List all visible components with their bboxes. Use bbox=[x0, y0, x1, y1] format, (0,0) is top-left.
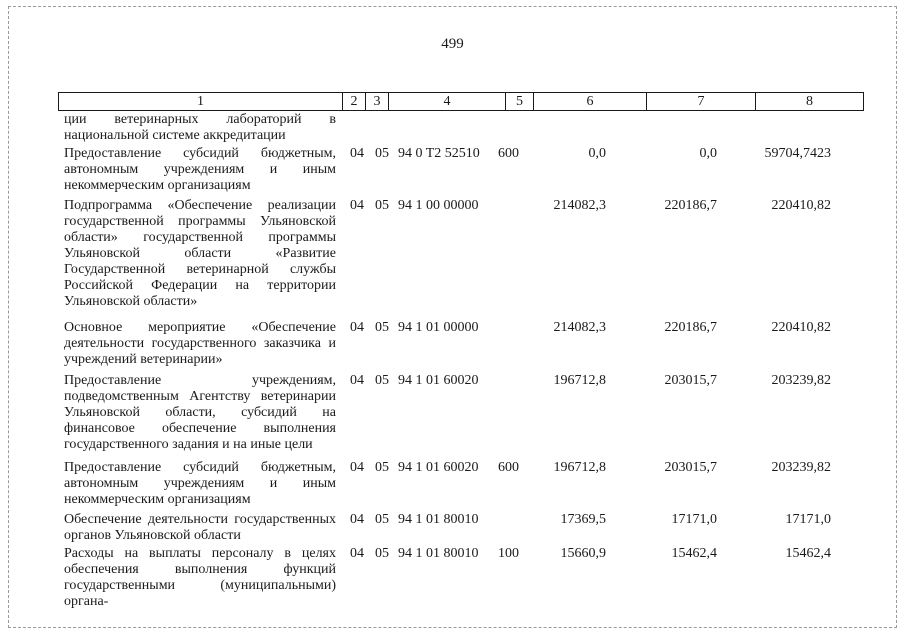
expense-type-code: 100 bbox=[498, 546, 519, 561]
header-col-2: 2 bbox=[343, 93, 366, 111]
amount-col-6: 214082,3 bbox=[553, 320, 606, 335]
header-col-7: 7 bbox=[647, 93, 756, 111]
expense-type-code: 600 bbox=[498, 460, 519, 475]
subsection-code: 05 bbox=[375, 146, 389, 161]
target-article-code: 94 1 01 60020 bbox=[398, 460, 479, 475]
section-code: 04 bbox=[350, 512, 364, 527]
amount-col-6: 196712,8 bbox=[553, 373, 606, 388]
section-code: 04 bbox=[350, 546, 364, 561]
amount-col-7: 0,0 bbox=[699, 146, 717, 161]
target-article-code: 94 0 T2 52510 bbox=[398, 146, 480, 161]
header-col-1: 1 bbox=[59, 93, 343, 111]
header-row bbox=[59, 93, 864, 111]
subsection-code: 05 bbox=[375, 198, 389, 213]
section-code: 04 bbox=[350, 146, 364, 161]
section-code: 04 bbox=[350, 460, 364, 475]
section-code: 04 bbox=[350, 320, 364, 335]
section-code: 04 bbox=[350, 373, 364, 388]
row-description: Предоставление учреждениям, подведомственным Агентству ветеринарии Ульяновской области, субсидий на финансовое обеспечение выполнения государственного задания и на иные цели bbox=[64, 373, 336, 452]
section-code: 04 bbox=[350, 198, 364, 213]
subsection-code: 05 bbox=[375, 546, 389, 561]
amount-col-7: 220186,7 bbox=[664, 320, 717, 335]
amount-col-6: 15660,9 bbox=[560, 546, 606, 561]
header-col-6: 6 bbox=[534, 93, 647, 111]
amount-col-6: 214082,3 bbox=[553, 198, 606, 213]
row-description: Основное мероприятие «Обеспечение деятельности государственного заказчика и учреждений ветеринарии» bbox=[64, 320, 336, 367]
target-article-code: 94 1 00 00000 bbox=[398, 198, 479, 213]
header-col-8: 8 bbox=[756, 93, 864, 111]
subsection-code: 05 bbox=[375, 512, 389, 527]
row-description: Обеспечение деятельности государственных органов Ульяновской области bbox=[64, 512, 336, 543]
amount-col-7: 15462,4 bbox=[671, 546, 717, 561]
amount-col-8: 59704,7423 bbox=[764, 146, 831, 161]
subsection-code: 05 bbox=[375, 320, 389, 335]
amount-col-6: 17369,5 bbox=[560, 512, 606, 527]
row-description: Подпрограмма «Обеспечение реализации государственной программы Ульяновской области» государственной программы Ульяновской области «Развитие Государственной ветеринарной службы Российской Федерации на территории Ульяновской области» bbox=[64, 198, 336, 309]
target-article-code: 94 1 01 80010 bbox=[398, 546, 479, 561]
target-article-code: 94 1 01 00000 bbox=[398, 320, 479, 335]
amount-col-7: 203015,7 bbox=[664, 373, 717, 388]
header-col-3: 3 bbox=[366, 93, 389, 111]
column-header-table bbox=[58, 92, 864, 111]
header-col-5: 5 bbox=[506, 93, 534, 111]
page-number: 499 bbox=[441, 36, 464, 52]
row-description: Расходы на выплаты персоналу в целях обеспечения выполнения функций государственными (муниципальными) органа- bbox=[64, 546, 336, 609]
amount-col-7: 220186,7 bbox=[664, 198, 717, 213]
amount-col-7: 17171,0 bbox=[671, 512, 717, 527]
row-description: Предоставление субсидий бюджетным, автономным учреждениям и иным некоммерческим организациям bbox=[64, 460, 336, 507]
amount-col-6: 196712,8 bbox=[553, 460, 606, 475]
amount-col-8: 17171,0 bbox=[785, 512, 831, 527]
subsection-code: 05 bbox=[375, 460, 389, 475]
amount-col-8: 15462,4 bbox=[785, 546, 831, 561]
amount-col-6: 0,0 bbox=[588, 146, 606, 161]
target-article-code: 94 1 01 80010 bbox=[398, 512, 479, 527]
amount-col-8: 203239,82 bbox=[771, 460, 831, 475]
row-description: ции ветеринарных лабораторий в национальной системе аккредитации bbox=[64, 112, 336, 143]
amount-col-8: 203239,82 bbox=[771, 373, 831, 388]
subsection-code: 05 bbox=[375, 373, 389, 388]
amount-col-7: 203015,7 bbox=[664, 460, 717, 475]
amount-col-8: 220410,82 bbox=[771, 320, 831, 335]
amount-col-8: 220410,82 bbox=[771, 198, 831, 213]
header-col-4: 4 bbox=[389, 93, 506, 111]
expense-type-code: 600 bbox=[498, 146, 519, 161]
target-article-code: 94 1 01 60020 bbox=[398, 373, 479, 388]
row-description: Предоставление субсидий бюджетным, автономным учреждениям и иным некоммерческим организациям bbox=[64, 146, 336, 193]
